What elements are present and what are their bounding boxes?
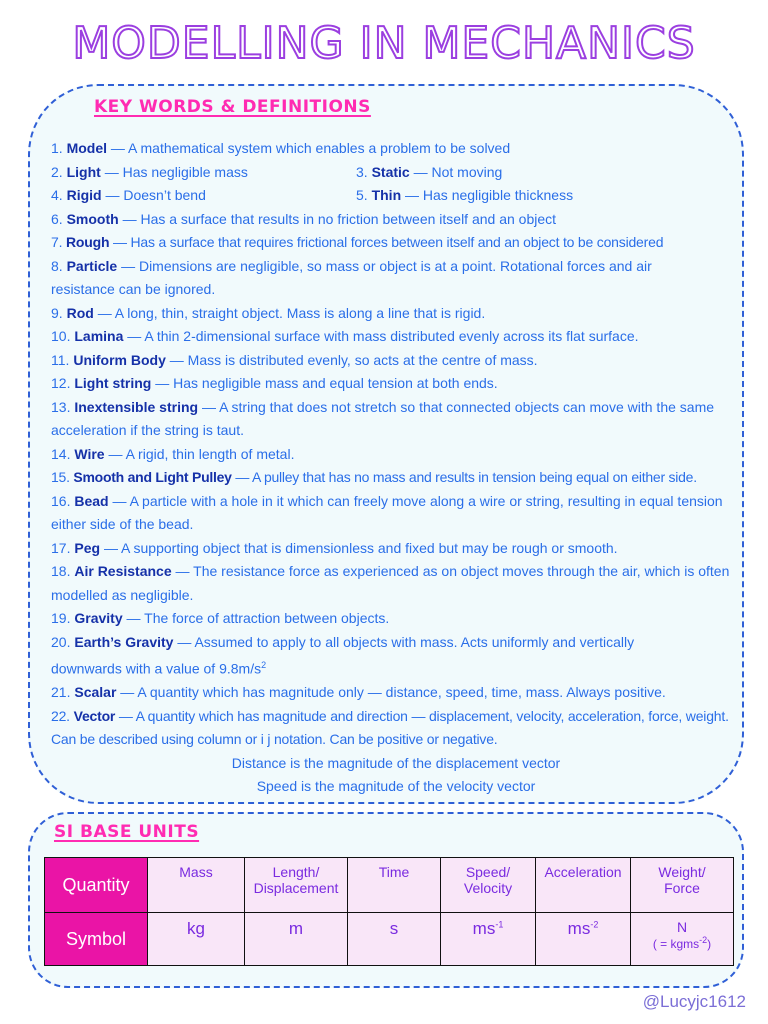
page-title: MODELLING IN MECHANICS (72, 18, 696, 69)
term: Light (66, 163, 101, 180)
term: Rough (65, 234, 110, 250)
term: Rigid (66, 187, 102, 203)
author-handle: @Lucyjc1612 (642, 992, 746, 1011)
definition-item: 5. Thin — Has negligible thickness (356, 187, 574, 203)
definition-item: 16. Bead — A particle with a hole in it which can freely move along a wire or string, resulting in equal tension either side of the bead. (51, 492, 723, 532)
table-cell: s (348, 913, 441, 966)
note: Speed is the magnitude of the velocity vector (256, 778, 536, 795)
si-units-heading: SI BASE UNITS (54, 822, 200, 842)
row-label: Quantity (45, 858, 148, 913)
note: Distance is the magnitude of the displacement vector (231, 754, 561, 771)
definition-item: 4. Rigid — Doesn’t bend (51, 187, 206, 203)
term: Lamina (74, 328, 124, 344)
definition-item: 3. Static — Not moving (356, 163, 503, 180)
term: Gravity (74, 610, 123, 626)
definition-item: 12. Light string — Has negligible mass and equal tension at both ends. (51, 375, 498, 391)
definition-pair (51, 161, 741, 185)
definition-item: 18. Air Resistance — The resistance force as experienced as on object moves through the air, which is often modelled as negligible. (51, 563, 730, 603)
table-cell: $ms^{-2}$ (536, 913, 631, 966)
term: Air Resistance (74, 563, 172, 579)
term: Static (371, 163, 410, 180)
term: Light string (74, 375, 152, 391)
table-cell: Weight/ Force (631, 858, 734, 913)
term: Particle (66, 257, 118, 274)
term: Bead (74, 492, 109, 509)
definition-item: 8. Particle — Dimensions are negligible, so mass or object is at a point. Rotational forces and air resistance can be ignored. (51, 257, 652, 297)
table-row (45, 858, 734, 913)
definition-item: 1. Model — A mathematical system which enables a problem to be solved (51, 140, 511, 156)
si-units-table (44, 857, 734, 966)
term: Uniform Body (73, 351, 166, 368)
term: Inextensible string (74, 398, 199, 415)
term: Model (66, 140, 108, 156)
row-label: Symbol (45, 913, 148, 966)
table-cell: N ( = kgms$^{-2}$) (631, 913, 734, 966)
table-row (45, 913, 734, 966)
table-cell: Mass (148, 858, 245, 913)
term: Smooth and Light Pulley (73, 469, 232, 485)
definition-item: 15. Smooth and Light Pulley — A pulley that has no mass and results in tension being equal on either side. (51, 469, 697, 485)
table-cell: Time (348, 858, 441, 913)
term: Peg (74, 539, 101, 556)
definition-pair (51, 184, 741, 208)
key-words-heading: KEY WORDS & DEFINITIONS (94, 97, 371, 117)
table-cell: kg (148, 913, 245, 966)
definition-item: 21. Scalar — A quantity which has magnitude only — distance, speed, time, mass. Always positive. (51, 684, 666, 701)
table-cell: Acceleration (536, 858, 631, 913)
term: Earth’s Gravity (74, 633, 174, 650)
table-cell: m (245, 913, 348, 966)
definition-item: 19. Gravity — The force of attraction between objects. (51, 610, 390, 626)
definition-item: 9. Rod — A long, thin, straight object. Mass is along a line that is rigid. (51, 304, 486, 321)
definition-item: 20. Earth’s Gravity — Assumed to apply to all objects with mass. Acts uniformly and vertically downwards with a value of $9.8m/s^2$ (51, 633, 635, 677)
definition-item: 11. Uniform Body — Mass is distributed evenly, so acts at the centre of mass. (51, 351, 538, 368)
table-cell: $ms^{-1}$ (441, 913, 536, 966)
term: Scalar (74, 684, 117, 701)
definition-item: 13. Inextensible string — A string that does not stretch so that connected objects can move with the same acceleration if the string is taut. (51, 398, 715, 438)
definition-item: 17. Peg — A supporting object that is dimensionless and fixed but may be rough or smooth. (51, 539, 618, 556)
definition-item: 10. Lamina — A thin 2-dimensional surface with mass distributed evenly across its flat surface. (51, 328, 639, 344)
definition-item: 22. Vector — A quantity which has magnitude and direction — displacement, velocity, acceleration, force, weight. Can be described using column or i j notation. Can be positive or negative. (51, 707, 729, 748)
definition-item: 14. Wire — A rigid, thin length of metal. (51, 445, 295, 462)
definition-item: 6. Smooth — Has a surface that results in no friction between itself and an object (51, 210, 557, 227)
table-cell: Length/ Displacement (245, 858, 348, 913)
term: Smooth (66, 210, 119, 227)
definition-item: 2. Light — Has negligible mass (51, 163, 248, 180)
table-cell: Speed/ Velocity (441, 858, 536, 913)
definition-item: 7. Rough — Has a surface that requires frictional forces between itself and an object to be considered (51, 234, 664, 250)
definitions-list (51, 137, 741, 799)
term: Vector (73, 707, 116, 724)
term: Wire (74, 445, 105, 462)
term: Rod (66, 304, 94, 321)
term: Thin (371, 187, 402, 203)
